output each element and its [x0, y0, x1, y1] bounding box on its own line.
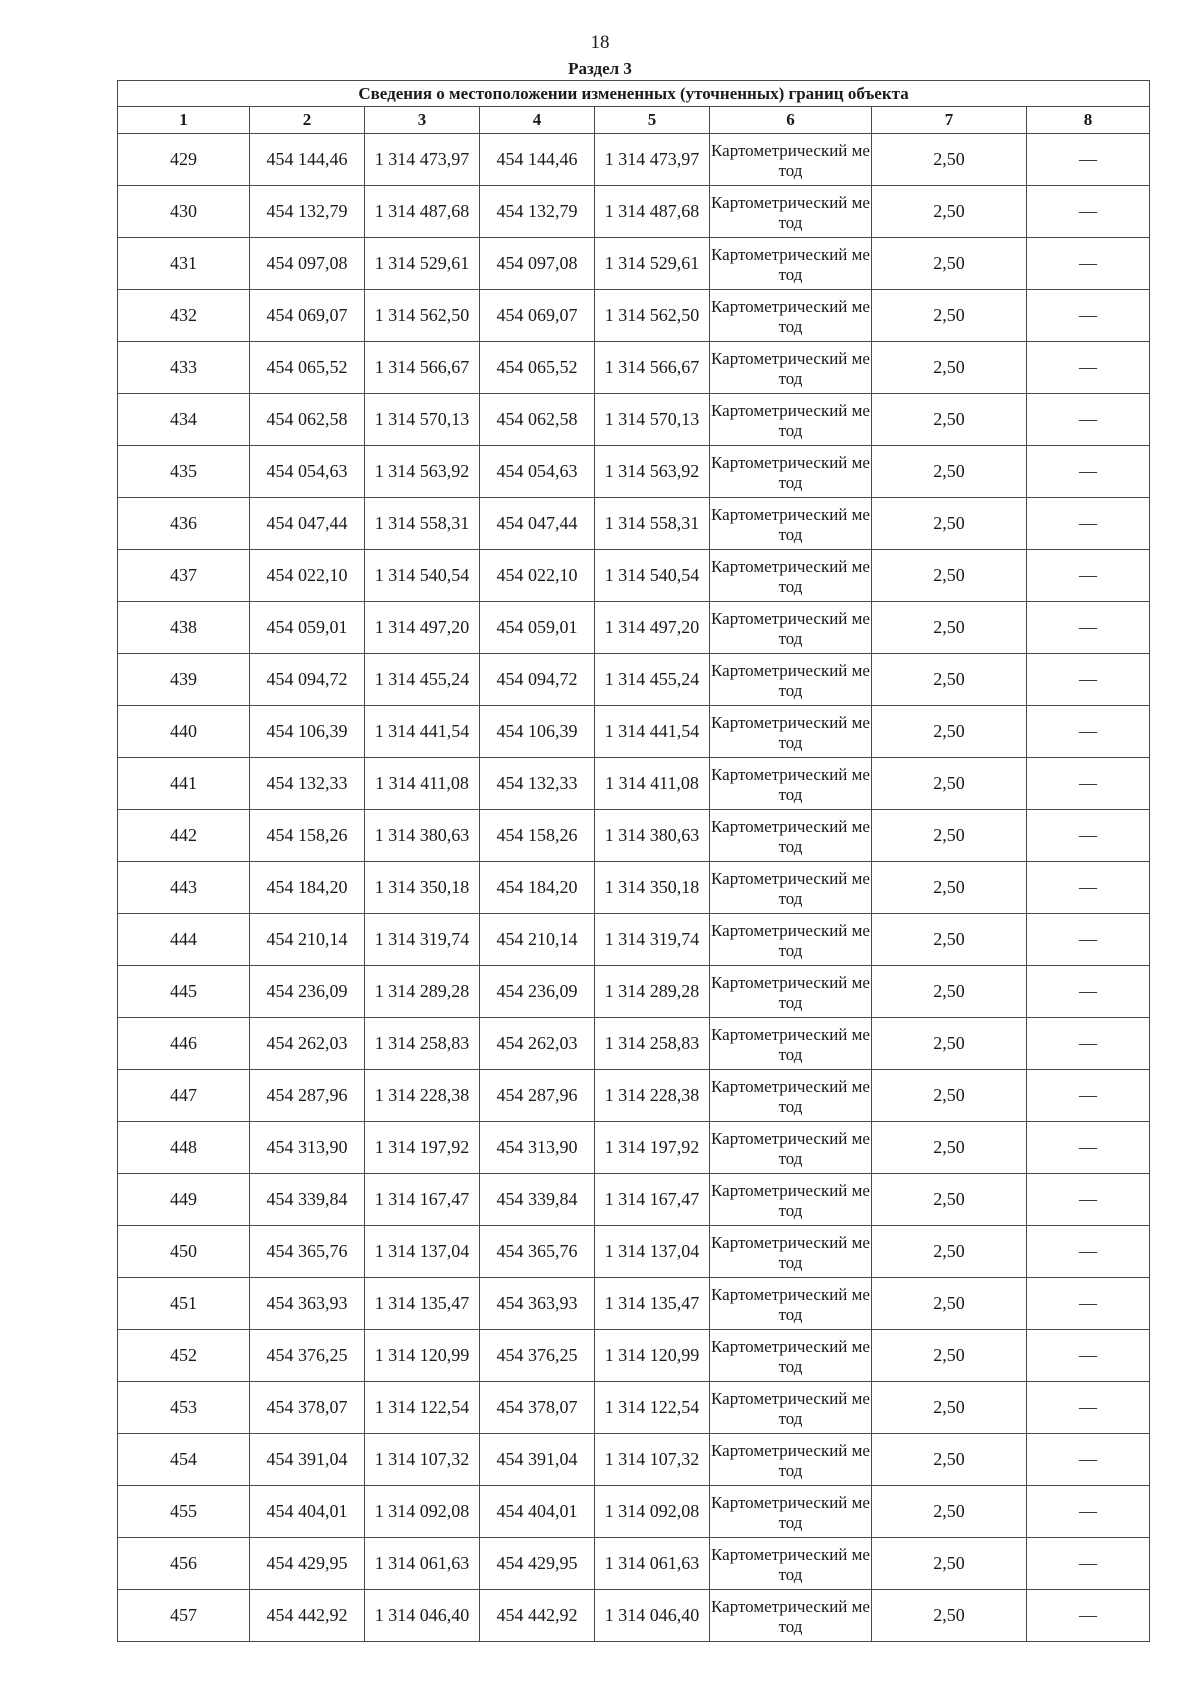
table-row	[118, 1382, 1150, 1434]
x-new-cell: 454 132,79	[480, 186, 595, 238]
y-new-cell: 1 314 137,04	[595, 1226, 710, 1278]
description-cell: —	[1027, 966, 1150, 1018]
method-cell: Картометрический метод	[710, 134, 872, 186]
accuracy-cell: 2,50	[872, 1590, 1027, 1642]
x-old-cell: 454 442,92	[250, 1590, 365, 1642]
table-row	[118, 1122, 1150, 1174]
x-new-cell: 454 144,46	[480, 134, 595, 186]
x-new-cell: 454 065,52	[480, 342, 595, 394]
y-old-cell: 1 314 558,31	[365, 498, 480, 550]
x-old-cell: 454 429,95	[250, 1538, 365, 1590]
description-cell: —	[1027, 1174, 1150, 1226]
method-cell: Картометрический метод	[710, 1330, 872, 1382]
method-cell: Картометрический метод	[710, 654, 872, 706]
y-new-cell: 1 314 350,18	[595, 862, 710, 914]
table-row	[118, 1174, 1150, 1226]
x-new-cell: 454 132,33	[480, 758, 595, 810]
description-cell: —	[1027, 1538, 1150, 1590]
table-row	[118, 1330, 1150, 1382]
y-old-cell: 1 314 455,24	[365, 654, 480, 706]
y-new-cell: 1 314 380,63	[595, 810, 710, 862]
accuracy-cell: 2,50	[872, 966, 1027, 1018]
point-number-cell: 432	[118, 290, 250, 342]
method-cell: Картометрический метод	[710, 602, 872, 654]
table-row	[118, 290, 1150, 342]
accuracy-cell: 2,50	[872, 1226, 1027, 1278]
y-old-cell: 1 314 092,08	[365, 1486, 480, 1538]
column-number: 8	[1027, 107, 1150, 134]
y-old-cell: 1 314 122,54	[365, 1382, 480, 1434]
method-cell: Картометрический метод	[710, 1070, 872, 1122]
x-old-cell: 454 054,63	[250, 446, 365, 498]
y-new-cell: 1 314 473,97	[595, 134, 710, 186]
method-cell: Картометрический метод	[710, 706, 872, 758]
y-old-cell: 1 314 258,83	[365, 1018, 480, 1070]
y-new-cell: 1 314 319,74	[595, 914, 710, 966]
accuracy-cell: 2,50	[872, 1174, 1027, 1226]
x-new-cell: 454 059,01	[480, 602, 595, 654]
method-cell: Картометрический метод	[710, 914, 872, 966]
point-number-cell: 429	[118, 134, 250, 186]
y-old-cell: 1 314 529,61	[365, 238, 480, 290]
y-new-cell: 1 314 455,24	[595, 654, 710, 706]
accuracy-cell: 2,50	[872, 1538, 1027, 1590]
x-new-cell: 454 097,08	[480, 238, 595, 290]
x-new-cell: 454 404,01	[480, 1486, 595, 1538]
x-new-cell: 454 069,07	[480, 290, 595, 342]
description-cell: —	[1027, 1018, 1150, 1070]
x-old-cell: 454 378,07	[250, 1382, 365, 1434]
table-row	[118, 654, 1150, 706]
description-cell: —	[1027, 706, 1150, 758]
y-new-cell: 1 314 120,99	[595, 1330, 710, 1382]
y-new-cell: 1 314 289,28	[595, 966, 710, 1018]
accuracy-cell: 2,50	[872, 758, 1027, 810]
point-number-cell: 440	[118, 706, 250, 758]
y-old-cell: 1 314 473,97	[365, 134, 480, 186]
method-cell: Картометрический метод	[710, 1018, 872, 1070]
point-number-cell: 437	[118, 550, 250, 602]
description-cell: —	[1027, 654, 1150, 706]
table-row	[118, 134, 1150, 186]
y-old-cell: 1 314 563,92	[365, 446, 480, 498]
accuracy-cell: 2,50	[872, 810, 1027, 862]
accuracy-cell: 2,50	[872, 238, 1027, 290]
y-new-cell: 1 314 570,13	[595, 394, 710, 446]
y-old-cell: 1 314 319,74	[365, 914, 480, 966]
table-row	[118, 446, 1150, 498]
y-new-cell: 1 314 122,54	[595, 1382, 710, 1434]
table-row	[118, 1278, 1150, 1330]
description-cell: —	[1027, 186, 1150, 238]
description-cell: —	[1027, 498, 1150, 550]
page-number: 18	[590, 32, 610, 53]
description-cell: —	[1027, 342, 1150, 394]
y-old-cell: 1 314 570,13	[365, 394, 480, 446]
column-number: 1	[118, 107, 250, 134]
x-new-cell: 454 054,63	[480, 446, 595, 498]
accuracy-cell: 2,50	[872, 602, 1027, 654]
description-cell: —	[1027, 238, 1150, 290]
x-new-cell: 454 184,20	[480, 862, 595, 914]
table-row	[118, 498, 1150, 550]
table-row	[118, 602, 1150, 654]
accuracy-cell: 2,50	[872, 134, 1027, 186]
method-cell: Картометрический метод	[710, 394, 872, 446]
description-cell: —	[1027, 914, 1150, 966]
x-new-cell: 454 158,26	[480, 810, 595, 862]
x-old-cell: 454 210,14	[250, 914, 365, 966]
y-new-cell: 1 314 487,68	[595, 186, 710, 238]
x-old-cell: 454 236,09	[250, 966, 365, 1018]
table-row	[118, 1486, 1150, 1538]
description-cell: —	[1027, 1382, 1150, 1434]
table-row	[118, 914, 1150, 966]
point-number-cell: 456	[118, 1538, 250, 1590]
x-old-cell: 454 184,20	[250, 862, 365, 914]
x-old-cell: 454 144,46	[250, 134, 365, 186]
x-old-cell: 454 059,01	[250, 602, 365, 654]
table-row	[118, 238, 1150, 290]
point-number-cell: 434	[118, 394, 250, 446]
method-cell: Картометрический метод	[710, 810, 872, 862]
accuracy-cell: 2,50	[872, 1070, 1027, 1122]
description-cell: —	[1027, 134, 1150, 186]
point-number-cell: 445	[118, 966, 250, 1018]
point-number-cell: 444	[118, 914, 250, 966]
accuracy-cell: 2,50	[872, 706, 1027, 758]
point-number-cell: 451	[118, 1278, 250, 1330]
y-new-cell: 1 314 411,08	[595, 758, 710, 810]
y-old-cell: 1 314 137,04	[365, 1226, 480, 1278]
method-cell: Картометрический метод	[710, 1226, 872, 1278]
description-cell: —	[1027, 1486, 1150, 1538]
method-cell: Картометрический метод	[710, 186, 872, 238]
x-old-cell: 454 065,52	[250, 342, 365, 394]
description-cell: —	[1027, 1226, 1150, 1278]
description-cell: —	[1027, 862, 1150, 914]
point-number-cell: 430	[118, 186, 250, 238]
description-cell: —	[1027, 1590, 1150, 1642]
y-new-cell: 1 314 558,31	[595, 498, 710, 550]
table-body	[118, 134, 1150, 1642]
point-number-cell: 457	[118, 1590, 250, 1642]
description-cell: —	[1027, 1330, 1150, 1382]
method-cell: Картометрический метод	[710, 1434, 872, 1486]
y-old-cell: 1 314 046,40	[365, 1590, 480, 1642]
table-row	[118, 1070, 1150, 1122]
x-old-cell: 454 287,96	[250, 1070, 365, 1122]
accuracy-cell: 2,50	[872, 446, 1027, 498]
point-number-cell: 446	[118, 1018, 250, 1070]
x-new-cell: 454 287,96	[480, 1070, 595, 1122]
point-number-cell: 455	[118, 1486, 250, 1538]
x-new-cell: 454 062,58	[480, 394, 595, 446]
accuracy-cell: 2,50	[872, 1486, 1027, 1538]
x-old-cell: 454 313,90	[250, 1122, 365, 1174]
x-new-cell: 454 262,03	[480, 1018, 595, 1070]
table-row	[118, 1538, 1150, 1590]
x-new-cell: 454 210,14	[480, 914, 595, 966]
accuracy-cell: 2,50	[872, 654, 1027, 706]
description-cell: —	[1027, 290, 1150, 342]
x-new-cell: 454 339,84	[480, 1174, 595, 1226]
x-old-cell: 454 262,03	[250, 1018, 365, 1070]
point-number-cell: 452	[118, 1330, 250, 1382]
x-new-cell: 454 429,95	[480, 1538, 595, 1590]
y-new-cell: 1 314 540,54	[595, 550, 710, 602]
table-row	[118, 550, 1150, 602]
y-new-cell: 1 314 167,47	[595, 1174, 710, 1226]
table-row	[118, 862, 1150, 914]
y-old-cell: 1 314 107,32	[365, 1434, 480, 1486]
y-old-cell: 1 314 135,47	[365, 1278, 480, 1330]
point-number-cell: 441	[118, 758, 250, 810]
x-new-cell: 454 363,93	[480, 1278, 595, 1330]
y-old-cell: 1 314 061,63	[365, 1538, 480, 1590]
description-cell: —	[1027, 550, 1150, 602]
y-old-cell: 1 314 441,54	[365, 706, 480, 758]
method-cell: Картометрический метод	[710, 342, 872, 394]
accuracy-cell: 2,50	[872, 498, 1027, 550]
column-number: 5	[595, 107, 710, 134]
accuracy-cell: 2,50	[872, 1434, 1027, 1486]
method-cell: Картометрический метод	[710, 1382, 872, 1434]
method-cell: Картометрический метод	[710, 1174, 872, 1226]
y-old-cell: 1 314 487,68	[365, 186, 480, 238]
x-old-cell: 454 404,01	[250, 1486, 365, 1538]
x-new-cell: 454 442,92	[480, 1590, 595, 1642]
table-row	[118, 1590, 1150, 1642]
method-cell: Картометрический метод	[710, 1278, 872, 1330]
column-number: 3	[365, 107, 480, 134]
accuracy-cell: 2,50	[872, 550, 1027, 602]
description-cell: —	[1027, 810, 1150, 862]
accuracy-cell: 2,50	[872, 1382, 1027, 1434]
y-old-cell: 1 314 197,92	[365, 1122, 480, 1174]
accuracy-cell: 2,50	[872, 1018, 1027, 1070]
y-old-cell: 1 314 497,20	[365, 602, 480, 654]
point-number-cell: 442	[118, 810, 250, 862]
y-old-cell: 1 314 167,47	[365, 1174, 480, 1226]
method-cell: Картометрический метод	[710, 550, 872, 602]
description-cell: —	[1027, 394, 1150, 446]
x-new-cell: 454 365,76	[480, 1226, 595, 1278]
method-cell: Картометрический метод	[710, 1486, 872, 1538]
table-row	[118, 758, 1150, 810]
y-new-cell: 1 314 046,40	[595, 1590, 710, 1642]
method-cell: Картометрический метод	[710, 1538, 872, 1590]
column-number: 2	[250, 107, 365, 134]
point-number-cell: 449	[118, 1174, 250, 1226]
accuracy-cell: 2,50	[872, 290, 1027, 342]
point-number-cell: 443	[118, 862, 250, 914]
column-number: 6	[710, 107, 872, 134]
method-cell: Картометрический метод	[710, 862, 872, 914]
table-row	[118, 1018, 1150, 1070]
coordinates-table	[117, 80, 1150, 1642]
x-new-cell: 454 313,90	[480, 1122, 595, 1174]
x-old-cell: 454 069,07	[250, 290, 365, 342]
method-cell: Картометрический метод	[710, 1122, 872, 1174]
accuracy-cell: 2,50	[872, 1330, 1027, 1382]
x-new-cell: 454 376,25	[480, 1330, 595, 1382]
y-old-cell: 1 314 228,38	[365, 1070, 480, 1122]
y-new-cell: 1 314 562,50	[595, 290, 710, 342]
x-old-cell: 454 391,04	[250, 1434, 365, 1486]
y-new-cell: 1 314 529,61	[595, 238, 710, 290]
method-cell: Картометрический метод	[710, 498, 872, 550]
point-number-cell: 431	[118, 238, 250, 290]
y-old-cell: 1 314 411,08	[365, 758, 480, 810]
method-cell: Картометрический метод	[710, 966, 872, 1018]
accuracy-cell: 2,50	[872, 1278, 1027, 1330]
x-old-cell: 454 094,72	[250, 654, 365, 706]
y-old-cell: 1 314 566,67	[365, 342, 480, 394]
x-old-cell: 454 132,79	[250, 186, 365, 238]
point-number-cell: 439	[118, 654, 250, 706]
y-new-cell: 1 314 441,54	[595, 706, 710, 758]
point-number-cell: 448	[118, 1122, 250, 1174]
point-number-cell: 433	[118, 342, 250, 394]
point-number-cell: 450	[118, 1226, 250, 1278]
accuracy-cell: 2,50	[872, 394, 1027, 446]
y-new-cell: 1 314 563,92	[595, 446, 710, 498]
y-new-cell: 1 314 497,20	[595, 602, 710, 654]
y-new-cell: 1 314 228,38	[595, 1070, 710, 1122]
description-cell: —	[1027, 1278, 1150, 1330]
point-number-cell: 454	[118, 1434, 250, 1486]
description-cell: —	[1027, 1070, 1150, 1122]
y-new-cell: 1 314 061,63	[595, 1538, 710, 1590]
point-number-cell: 447	[118, 1070, 250, 1122]
x-new-cell: 454 236,09	[480, 966, 595, 1018]
description-cell: —	[1027, 1434, 1150, 1486]
x-old-cell: 454 363,93	[250, 1278, 365, 1330]
x-new-cell: 454 378,07	[480, 1382, 595, 1434]
y-old-cell: 1 314 289,28	[365, 966, 480, 1018]
accuracy-cell: 2,50	[872, 342, 1027, 394]
y-old-cell: 1 314 120,99	[365, 1330, 480, 1382]
y-new-cell: 1 314 258,83	[595, 1018, 710, 1070]
x-old-cell: 454 106,39	[250, 706, 365, 758]
column-number: 7	[872, 107, 1027, 134]
point-number-cell: 453	[118, 1382, 250, 1434]
x-new-cell: 454 391,04	[480, 1434, 595, 1486]
table-row	[118, 1226, 1150, 1278]
table-row	[118, 810, 1150, 862]
accuracy-cell: 2,50	[872, 862, 1027, 914]
x-old-cell: 454 097,08	[250, 238, 365, 290]
description-cell: —	[1027, 446, 1150, 498]
x-old-cell: 454 132,33	[250, 758, 365, 810]
section-title: Раздел 3	[568, 59, 632, 78]
method-cell: Картометрический метод	[710, 446, 872, 498]
table-row	[118, 394, 1150, 446]
x-old-cell: 454 376,25	[250, 1330, 365, 1382]
y-old-cell: 1 314 562,50	[365, 290, 480, 342]
description-cell: —	[1027, 758, 1150, 810]
table-row	[118, 706, 1150, 758]
y-old-cell: 1 314 540,54	[365, 550, 480, 602]
x-new-cell: 454 022,10	[480, 550, 595, 602]
method-cell: Картометрический метод	[710, 1590, 872, 1642]
x-new-cell: 454 106,39	[480, 706, 595, 758]
point-number-cell: 436	[118, 498, 250, 550]
y-new-cell: 1 314 107,32	[595, 1434, 710, 1486]
y-new-cell: 1 314 135,47	[595, 1278, 710, 1330]
x-old-cell: 454 365,76	[250, 1226, 365, 1278]
method-cell: Картометрический метод	[710, 238, 872, 290]
table-row	[118, 1434, 1150, 1486]
x-old-cell: 454 158,26	[250, 810, 365, 862]
table-row	[118, 186, 1150, 238]
method-cell: Картометрический метод	[710, 758, 872, 810]
y-new-cell: 1 314 197,92	[595, 1122, 710, 1174]
x-old-cell: 454 047,44	[250, 498, 365, 550]
table-caption: Сведения о местоположении измененных (уточненных) границ объекта	[118, 81, 1150, 107]
y-old-cell: 1 314 350,18	[365, 862, 480, 914]
description-cell: —	[1027, 602, 1150, 654]
table-row	[118, 342, 1150, 394]
x-old-cell: 454 339,84	[250, 1174, 365, 1226]
x-new-cell: 454 047,44	[480, 498, 595, 550]
y-new-cell: 1 314 092,08	[595, 1486, 710, 1538]
description-cell: —	[1027, 1122, 1150, 1174]
point-number-cell: 438	[118, 602, 250, 654]
x-new-cell: 454 094,72	[480, 654, 595, 706]
point-number-cell: 435	[118, 446, 250, 498]
accuracy-cell: 2,50	[872, 914, 1027, 966]
method-cell: Картометрический метод	[710, 290, 872, 342]
accuracy-cell: 2,50	[872, 186, 1027, 238]
x-old-cell: 454 062,58	[250, 394, 365, 446]
x-old-cell: 454 022,10	[250, 550, 365, 602]
table-row	[118, 966, 1150, 1018]
y-old-cell: 1 314 380,63	[365, 810, 480, 862]
accuracy-cell: 2,50	[872, 1122, 1027, 1174]
y-new-cell: 1 314 566,67	[595, 342, 710, 394]
column-number: 4	[480, 107, 595, 134]
